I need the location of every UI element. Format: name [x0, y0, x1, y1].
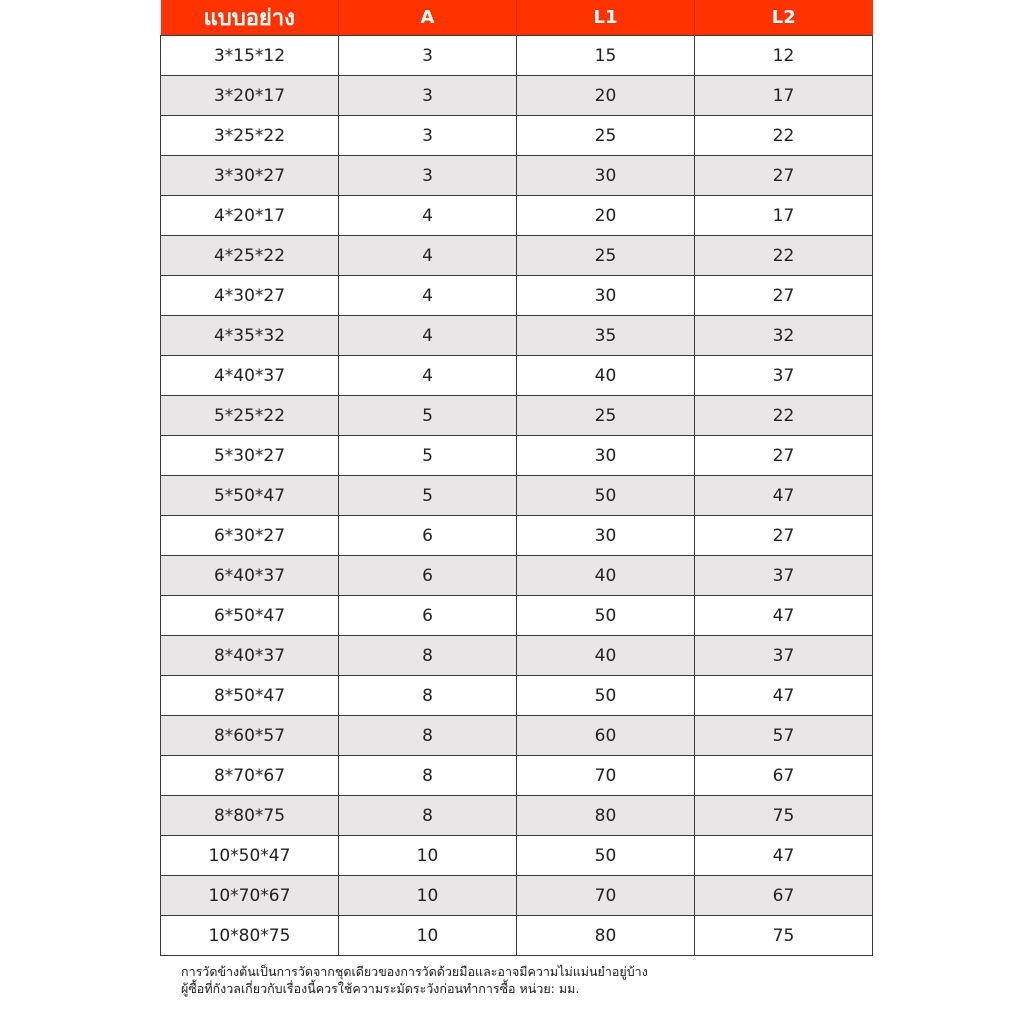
table-row	[161, 636, 873, 676]
table-row	[161, 476, 873, 516]
cell-a: 5	[339, 436, 517, 476]
cell-model: 4*25*22	[161, 236, 339, 276]
cell-l2: 67	[695, 876, 873, 916]
cell-l2: 67	[695, 756, 873, 796]
table-header-row	[161, 0, 873, 36]
cell-l1: 40	[517, 556, 695, 596]
cell-a: 8	[339, 716, 517, 756]
cell-a: 5	[339, 396, 517, 436]
cell-model: 8*80*75	[161, 796, 339, 836]
cell-l1: 40	[517, 636, 695, 676]
cell-l2: 37	[695, 556, 873, 596]
cell-l1: 50	[517, 476, 695, 516]
table-row	[161, 356, 873, 396]
cell-a: 3	[339, 76, 517, 116]
cell-model: 8*70*67	[161, 756, 339, 796]
table-row	[161, 436, 873, 476]
cell-l1: 50	[517, 596, 695, 636]
cell-a: 10	[339, 836, 517, 876]
cell-model: 10*70*67	[161, 876, 339, 916]
cell-l1: 30	[517, 436, 695, 476]
cell-l1: 20	[517, 76, 695, 116]
cell-model: 3*30*27	[161, 156, 339, 196]
cell-a: 3	[339, 36, 517, 76]
cell-a: 4	[339, 236, 517, 276]
cell-model: 3*25*22	[161, 116, 339, 156]
cell-l1: 50	[517, 836, 695, 876]
cell-model: 3*15*12	[161, 36, 339, 76]
table-row	[161, 316, 873, 356]
cell-model: 6*50*47	[161, 596, 339, 636]
table-row	[161, 236, 873, 276]
table-row	[161, 676, 873, 716]
table-row	[161, 516, 873, 556]
cell-l2: 27	[695, 276, 873, 316]
cell-l1: 70	[517, 756, 695, 796]
cell-a: 3	[339, 116, 517, 156]
cell-l2: 75	[695, 916, 873, 956]
cell-model: 8*60*57	[161, 716, 339, 756]
cell-l2: 22	[695, 116, 873, 156]
cell-a: 8	[339, 796, 517, 836]
cell-a: 4	[339, 356, 517, 396]
cell-model: 4*40*37	[161, 356, 339, 396]
cell-l1: 30	[517, 156, 695, 196]
cell-l2: 37	[695, 356, 873, 396]
table-row	[161, 916, 873, 956]
cell-l1: 25	[517, 236, 695, 276]
cell-l1: 30	[517, 276, 695, 316]
cell-l2: 27	[695, 436, 873, 476]
header-model: แบบอย่าง	[161, 0, 339, 36]
cell-l2: 17	[695, 76, 873, 116]
table-body	[161, 36, 873, 956]
cell-l1: 50	[517, 676, 695, 716]
table-row	[161, 796, 873, 836]
cell-model: 6*40*37	[161, 556, 339, 596]
cell-a: 6	[339, 556, 517, 596]
cell-l2: 75	[695, 796, 873, 836]
cell-l2: 12	[695, 36, 873, 76]
cell-model: 4*35*32	[161, 316, 339, 356]
cell-l1: 20	[517, 196, 695, 236]
cell-a: 6	[339, 596, 517, 636]
table-row	[161, 836, 873, 876]
cell-model: 6*30*27	[161, 516, 339, 556]
table-row	[161, 396, 873, 436]
cell-model: 5*50*47	[161, 476, 339, 516]
cell-a: 8	[339, 636, 517, 676]
note-line-1: การวัดข้างต้นเป็นการวัดจากชุดเดียวของการวัดด้วยมือและอาจมีความไม่แม่นยำอยู่บ้าง	[181, 964, 648, 979]
cell-a: 10	[339, 876, 517, 916]
table-row	[161, 596, 873, 636]
table-row	[161, 756, 873, 796]
table-row	[161, 156, 873, 196]
cell-a: 4	[339, 196, 517, 236]
cell-l1: 35	[517, 316, 695, 356]
cell-model: 10*80*75	[161, 916, 339, 956]
table-row	[161, 876, 873, 916]
cell-l1: 80	[517, 796, 695, 836]
cell-l2: 47	[695, 836, 873, 876]
cell-a: 4	[339, 316, 517, 356]
cell-a: 3	[339, 156, 517, 196]
cell-l2: 57	[695, 716, 873, 756]
cell-model: 8*40*37	[161, 636, 339, 676]
cell-l2: 27	[695, 516, 873, 556]
cell-model: 4*30*27	[161, 276, 339, 316]
table-row	[161, 556, 873, 596]
cell-l2: 22	[695, 396, 873, 436]
cell-l1: 25	[517, 116, 695, 156]
table-row	[161, 76, 873, 116]
cell-a: 8	[339, 676, 517, 716]
cell-l2: 47	[695, 476, 873, 516]
cell-a: 10	[339, 916, 517, 956]
cell-l2: 27	[695, 156, 873, 196]
cell-l2: 17	[695, 196, 873, 236]
header-a: A	[339, 0, 517, 36]
cell-l2: 47	[695, 596, 873, 636]
cell-l1: 80	[517, 916, 695, 956]
cell-model: 10*50*47	[161, 836, 339, 876]
size-table	[160, 0, 873, 956]
table-row	[161, 276, 873, 316]
cell-l1: 60	[517, 716, 695, 756]
cell-l1: 25	[517, 396, 695, 436]
cell-a: 8	[339, 756, 517, 796]
header-l2: L2	[695, 0, 873, 36]
table-row	[161, 36, 873, 76]
cell-a: 4	[339, 276, 517, 316]
table-row	[161, 116, 873, 156]
cell-l1: 15	[517, 36, 695, 76]
cell-model: 5*30*27	[161, 436, 339, 476]
cell-l1: 40	[517, 356, 695, 396]
table-row	[161, 716, 873, 756]
cell-model: 8*50*47	[161, 676, 339, 716]
cell-a: 5	[339, 476, 517, 516]
cell-l1: 30	[517, 516, 695, 556]
cell-l2: 32	[695, 316, 873, 356]
cell-model: 5*25*22	[161, 396, 339, 436]
header-l1: L1	[517, 0, 695, 36]
cell-l1: 70	[517, 876, 695, 916]
cell-a: 6	[339, 516, 517, 556]
cell-l2: 47	[695, 676, 873, 716]
cell-l2: 37	[695, 636, 873, 676]
cell-model: 3*20*17	[161, 76, 339, 116]
measurement-note	[181, 963, 881, 997]
note-line-2: ผู้ซื้อที่กังวลเกี่ยวกับเรื่องนี้ควรใช้ความระมัดระวังก่อนทำการซื้อ หน่วย: มม.	[181, 981, 580, 996]
table-row	[161, 196, 873, 236]
cell-l2: 22	[695, 236, 873, 276]
cell-model: 4*20*17	[161, 196, 339, 236]
